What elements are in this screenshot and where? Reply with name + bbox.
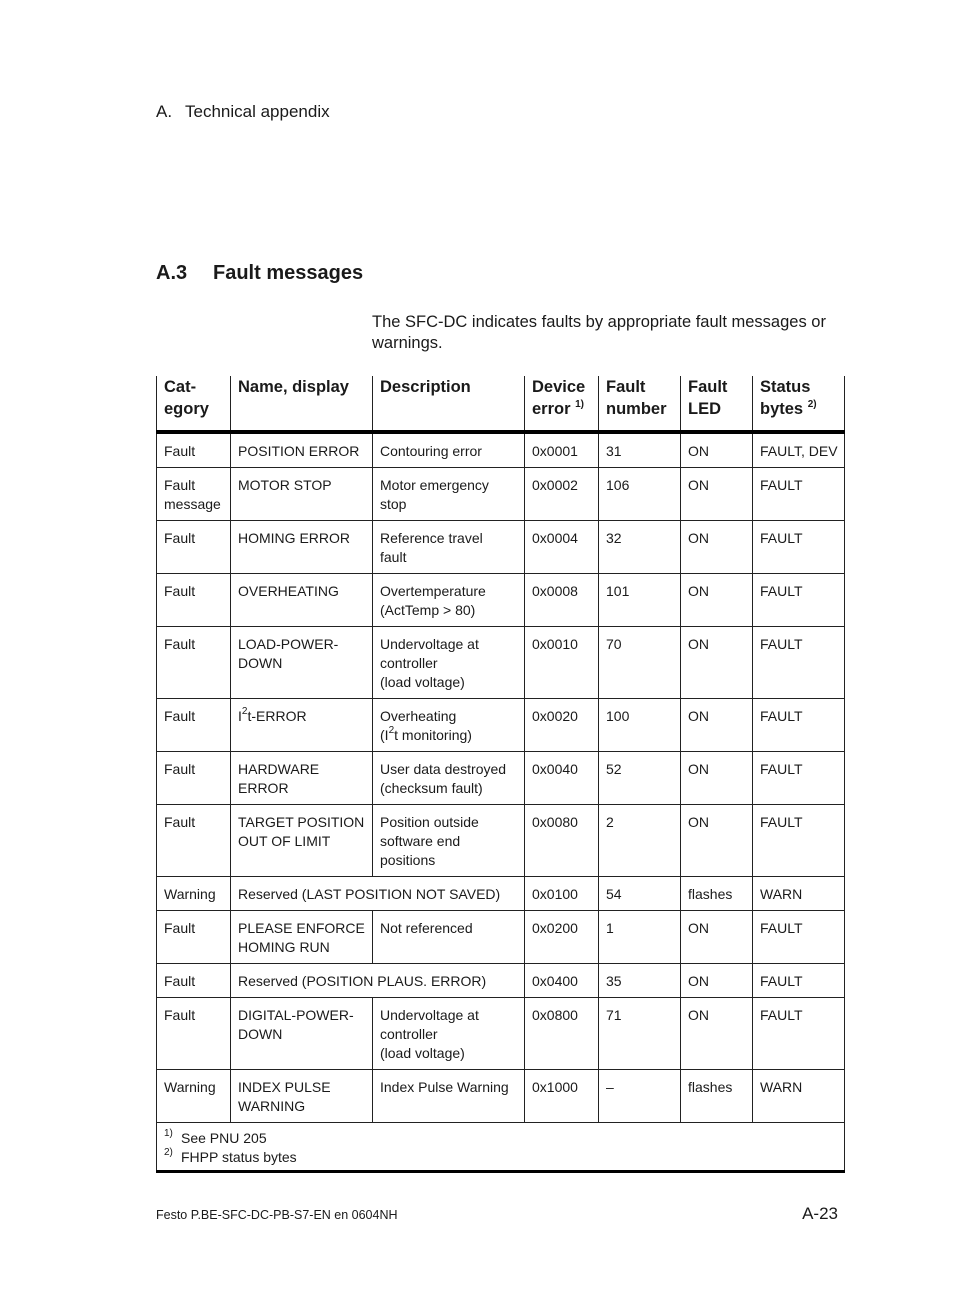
cell-status-bytes: FAULT [753, 468, 845, 521]
intro-paragraph: The SFC-DC indicates faults by appropriate fault messages or warnings. [372, 313, 826, 352]
cell-fault-led: flashes [681, 877, 753, 911]
cell-fault-number: 71 [599, 998, 681, 1070]
table-row [157, 468, 845, 521]
running-header-number: A. [156, 102, 173, 121]
footnote-row [157, 1123, 845, 1172]
cell-fault-led: ON [681, 964, 753, 998]
cell-status-bytes: FAULT, DEV [753, 432, 845, 468]
footnotes [157, 1123, 845, 1172]
cell-fault-number: 31 [599, 432, 681, 468]
cell-category: Fault [157, 432, 231, 468]
cell-device-error: 0x0010 [525, 627, 599, 699]
table-row [157, 699, 845, 752]
cell-fault-led: ON [681, 752, 753, 805]
cell-name: DIGITAL-POWER- DOWN [231, 998, 373, 1070]
header-name: Name, display [231, 376, 373, 432]
cell-name: POSITION ERROR [231, 432, 373, 468]
cell-fault-number: 2 [599, 805, 681, 877]
cell-status-bytes: FAULT [753, 627, 845, 699]
cell-category: Fault message [157, 468, 231, 521]
table-header-row [157, 376, 845, 432]
table-row [157, 998, 845, 1070]
header-category: Cat- egory [157, 376, 231, 432]
cell-fault-led: ON [681, 521, 753, 574]
cell-category: Warning [157, 877, 231, 911]
cell-description: Overheating ($I^2t$ monitoring) [373, 699, 525, 752]
cell-status-bytes: FAULT [753, 521, 845, 574]
cell-description: User data destroyed (checksum fault) [373, 752, 525, 805]
cell-device-error: 0x0004 [525, 521, 599, 574]
cell-fault-led: ON [681, 627, 753, 699]
cell-fault-number: 101 [599, 574, 681, 627]
table-row [157, 911, 845, 964]
header-fault-led: Fault LED [681, 376, 753, 432]
table-row [157, 574, 845, 627]
cell-name: PLEASE ENFORCE HOMING RUN [231, 911, 373, 964]
cell-fault-number: 52 [599, 752, 681, 805]
cell-name: LOAD-POWER- DOWN [231, 627, 373, 699]
cell-fault-led: ON [681, 911, 753, 964]
cell-description: Reference travel fault [373, 521, 525, 574]
cell-fault-number: – [599, 1070, 681, 1123]
cell-fault-led: ON [681, 998, 753, 1070]
cell-device-error: 0x0002 [525, 468, 599, 521]
section-title: Fault messages [213, 262, 364, 284]
cell-description: Motor emergency stop [373, 468, 525, 521]
footnote-ref-2: 2) [807, 398, 817, 410]
running-header-title: Technical appendix [185, 102, 330, 121]
cell-description: Not referenced [373, 911, 525, 964]
cell-name: HARDWARE ERROR [231, 752, 373, 805]
cell-device-error: 0x0200 [525, 911, 599, 964]
cell-device-error: 0x0008 [525, 574, 599, 627]
cell-status-bytes: WARN [753, 877, 845, 911]
cell-fault-number: 1 [599, 911, 681, 964]
cell-status-bytes: FAULT [753, 805, 845, 877]
cell-fault-led: ON [681, 805, 753, 877]
cell-fault-number: 106 [599, 468, 681, 521]
cell-status-bytes: FAULT [753, 699, 845, 752]
cell-status-bytes: WARN [753, 1070, 845, 1123]
table-row [157, 805, 845, 877]
cell-description: Position outside software end positions [373, 805, 525, 877]
table-row [157, 1070, 845, 1123]
cell-device-error: 0x0001 [525, 432, 599, 468]
cell-category: Warning [157, 1070, 231, 1123]
cell-fault-led: flashes [681, 1070, 753, 1123]
cell-device-error: 0x0040 [525, 752, 599, 805]
footnote-ref-1: 1) [575, 398, 585, 410]
cell-name: HOMING ERROR [231, 521, 373, 574]
cell-name: OVERHEATING [231, 574, 373, 627]
cell-status-bytes: FAULT [753, 998, 845, 1070]
cell-description: Undervoltage at controller (load voltage) [373, 627, 525, 699]
table-row [157, 964, 845, 998]
cell-category: Fault [157, 752, 231, 805]
footer-document-id: Festo P.BE-SFC-DC-PB-S7-EN en 0604NH [156, 1208, 398, 1222]
table-row [157, 432, 845, 468]
cell-fault-number: 54 [599, 877, 681, 911]
cell-category: Fault [157, 805, 231, 877]
header-status-bytes: Status bytes $^{2)}$ [753, 376, 845, 432]
cell-category: Fault [157, 964, 231, 998]
cell-fault-led: ON [681, 574, 753, 627]
table-row [157, 752, 845, 805]
fault-messages-table [156, 376, 845, 1173]
header-description: Description [373, 376, 525, 432]
cell-status-bytes: FAULT [753, 964, 845, 998]
header-device-error: Device error $^{1)}$ [525, 376, 599, 432]
cell-category: Fault [157, 911, 231, 964]
cell-description: Contouring error [373, 432, 525, 468]
cell-device-error: 0x0100 [525, 877, 599, 911]
cell-status-bytes: FAULT [753, 911, 845, 964]
footnote-1: $^{1)}$ See PNU 205 [164, 1128, 267, 1146]
cell-device-error: 0x1000 [525, 1070, 599, 1123]
running-header [156, 102, 330, 122]
cell-fault-number: 70 [599, 627, 681, 699]
cell-device-error: 0x0400 [525, 964, 599, 998]
cell-category: Fault [157, 521, 231, 574]
cell-name: MOTOR STOP [231, 468, 373, 521]
cell-fault-number: 32 [599, 521, 681, 574]
cell-fault-number: 100 [599, 699, 681, 752]
cell-name: TARGET POSITION OUT OF LIMIT [231, 805, 373, 877]
cell-name: INDEX PULSE WARNING [231, 1070, 373, 1123]
cell-status-bytes: FAULT [753, 752, 845, 805]
cell-name-reserved: Reserved (LAST POSITION NOT SAVED) [231, 877, 525, 911]
table-row [157, 521, 845, 574]
table-row [157, 627, 845, 699]
cell-name-reserved: Reserved (POSITION PLAUS. ERROR) [231, 964, 525, 998]
cell-device-error: 0x0800 [525, 998, 599, 1070]
cell-category: Fault [157, 699, 231, 752]
cell-fault-number: 35 [599, 964, 681, 998]
header-fault-number: Fault number [599, 376, 681, 432]
cell-category: Fault [157, 627, 231, 699]
cell-description: Overtemperature (ActTemp > 80) [373, 574, 525, 627]
cell-name: $I^2t$-ERROR [231, 699, 373, 752]
cell-description: Undervoltage at controller (load voltage) [373, 998, 525, 1070]
section-heading [156, 262, 363, 285]
footnote-2: $^{2)}$ FHPP status bytes [164, 1147, 297, 1165]
cell-status-bytes: FAULT [753, 574, 845, 627]
cell-category: Fault [157, 574, 231, 627]
cell-device-error: 0x0080 [525, 805, 599, 877]
cell-fault-led: ON [681, 468, 753, 521]
page-number: A-23 [802, 1204, 838, 1223]
section-number: A.3 [156, 262, 188, 284]
cell-category: Fault [157, 998, 231, 1070]
cell-description: Index Pulse Warning [373, 1070, 525, 1123]
cell-fault-led: ON [681, 432, 753, 468]
cell-fault-led: ON [681, 699, 753, 752]
table-row [157, 877, 845, 911]
cell-device-error: 0x0020 [525, 699, 599, 752]
